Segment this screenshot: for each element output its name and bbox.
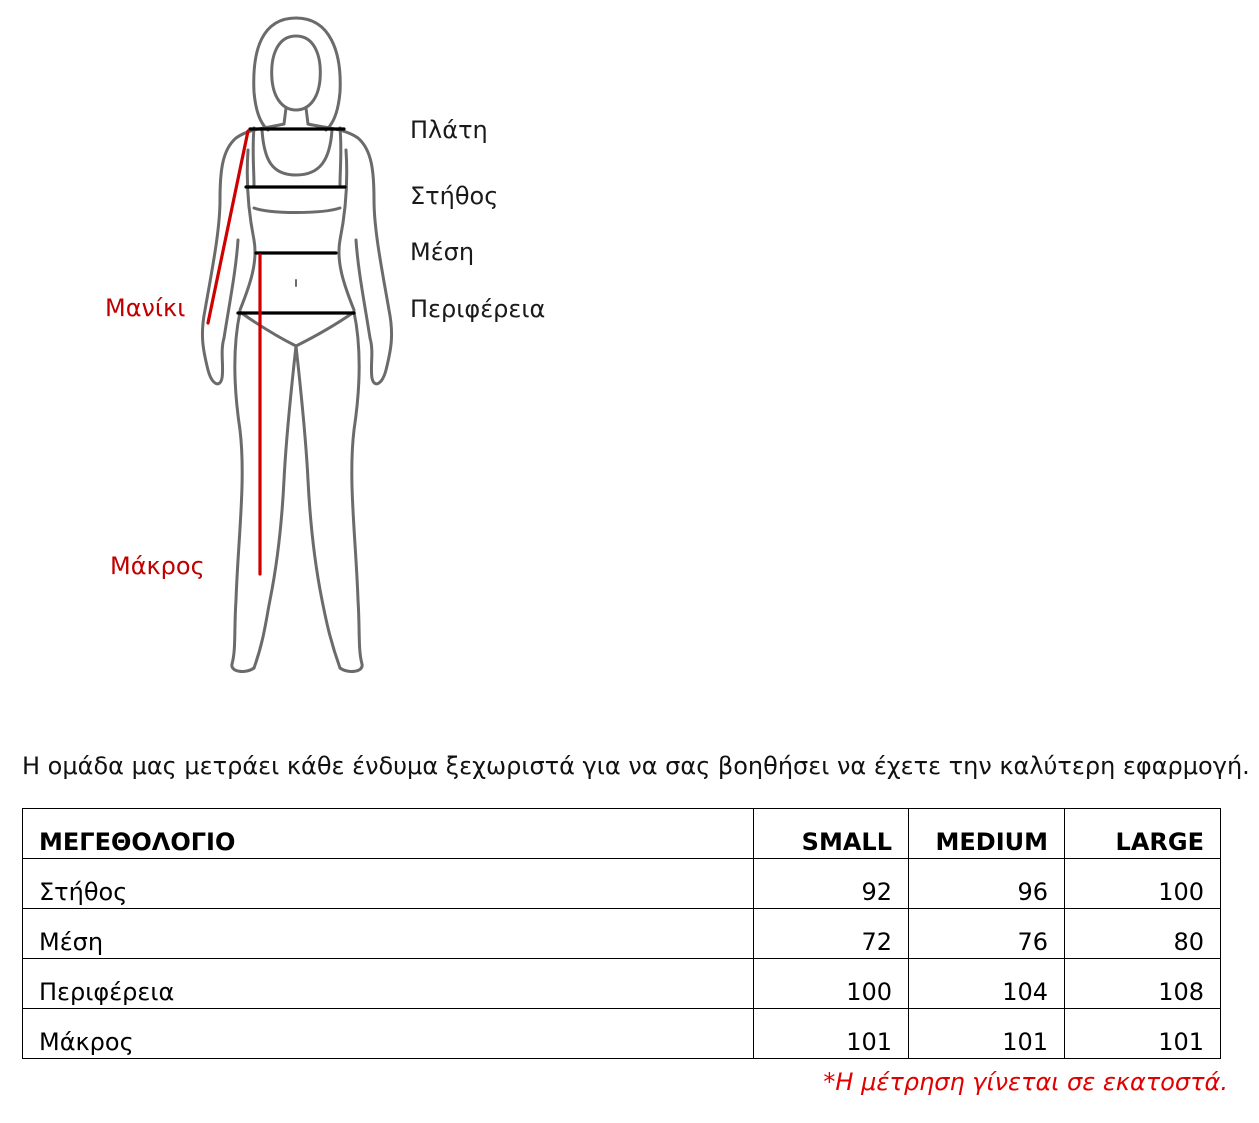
header-size-chart: ΜΕΓΕΘΟΛΟΓΙΟ	[23, 809, 754, 859]
row-label: Μέση	[23, 909, 754, 959]
cell-large: 80	[1065, 909, 1221, 959]
label-sleeve: Μανίκι	[105, 294, 186, 322]
cell-small: 72	[754, 909, 909, 959]
header-small: SMALL	[754, 809, 909, 859]
intro-text: Η ομάδα μας μετράει κάθε ένδυμα ξεχωριστά για να σας βοηθήσει να έχετε την καλύτερη εφαρμογή.	[22, 752, 1250, 780]
cell-large: 101	[1065, 1009, 1221, 1059]
label-hips: Περιφέρεια	[410, 295, 546, 323]
row-label: Περιφέρεια	[23, 959, 754, 1009]
measurement-unit-note: *Η μέτρηση γίνεται σε εκατοστά.	[823, 1068, 1228, 1096]
row-label: Στήθος	[23, 859, 754, 909]
table-row	[23, 959, 1221, 1009]
cell-medium: 96	[909, 859, 1065, 909]
label-chest: Στήθος	[410, 182, 499, 210]
label-length: Μάκρος	[110, 552, 205, 580]
table-row	[23, 859, 1221, 909]
cell-medium: 104	[909, 959, 1065, 1009]
table-row	[23, 909, 1221, 959]
label-waist: Μέση	[410, 238, 475, 266]
header-medium: MEDIUM	[909, 809, 1065, 859]
cell-small: 92	[754, 859, 909, 909]
size-chart-table	[22, 808, 1221, 1059]
label-shoulders: Πλάτη	[410, 116, 488, 144]
cell-small: 101	[754, 1009, 909, 1059]
cell-medium: 101	[909, 1009, 1065, 1059]
table-row	[23, 1009, 1221, 1059]
table-header-row	[23, 809, 1221, 859]
row-label: Μάκρος	[23, 1009, 754, 1059]
header-large: LARGE	[1065, 809, 1221, 859]
cell-large: 108	[1065, 959, 1221, 1009]
cell-medium: 76	[909, 909, 1065, 959]
cell-small: 100	[754, 959, 909, 1009]
cell-large: 100	[1065, 859, 1221, 909]
